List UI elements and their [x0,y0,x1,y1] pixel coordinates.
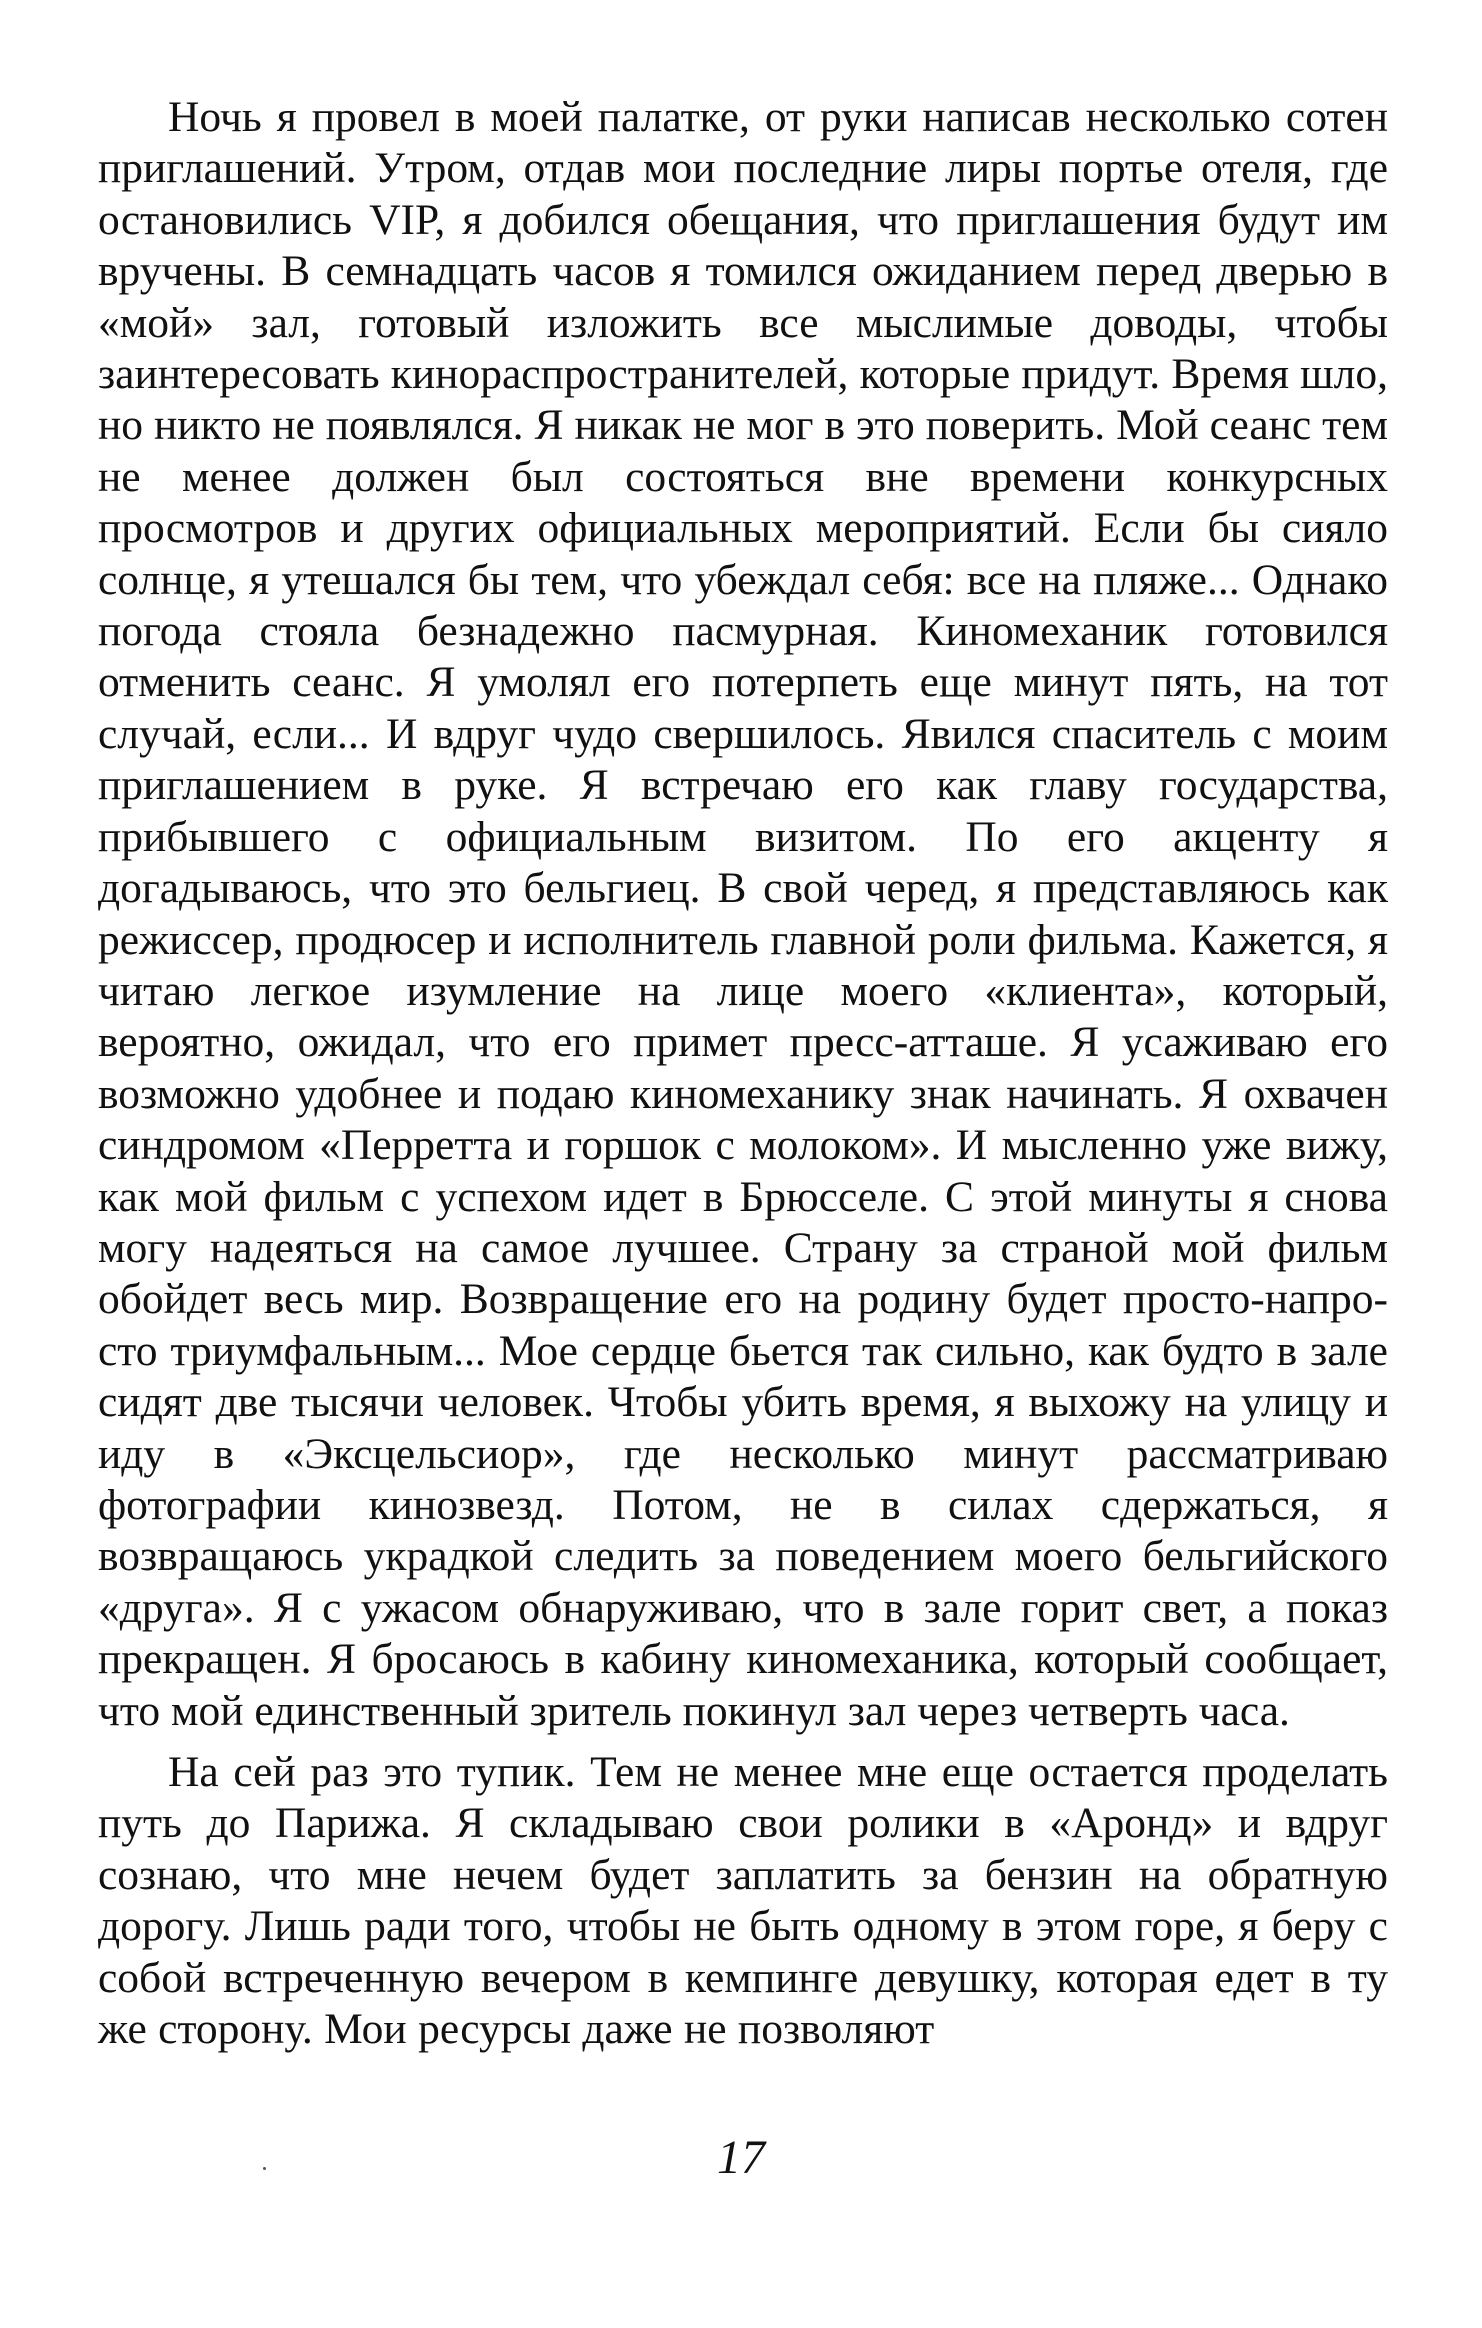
body-text [98,92,1388,2055]
page-number: 17 [717,2131,765,2184]
paragraph-1: Ночь я провел в моей палатке, от руки написав несколько сотен приглашений. Утром, отдав мои последние лиры портье отеля, где остановились VIP, я добился обещания, что приглашения будут им вручены. В семнадцать часов я томился ожиданием перед дверью в «мой» зал, готовый изложить все мыслимые доводы, чтобы заинтересовать кинораспространителей, которые придут. Время шло, но никто не появлялся. Я никак не мог в это поверить. Мой сеанс тем не менее должен был состояться вне времени конкурсных просмотров и других официальных мероприятий. Если бы сияло солнце, я утешался бы тем, что убеждал себя: все на пляже... Однако погода стояла безнадежно пасмурная. Киномеханик готовился отменить сеанс. Я умолял его потерпеть еще минут пять, на тот случай, если... И вдруг чудо свершилось. Явился спаситель с моим приглашением в руке. Я встречаю его как главу государства, прибывшего с официальным визитом. По его акценту я догадываюсь, что это бельгиец. В свой черед, я представляюсь как режиссер, продюсер и исполнитель главной роли фильма. Кажется, я читаю легкое изумление на лице моего «клиента», который, вероятно, ожидал, что его примет пресс-атташе. Я усаживаю его возможно удобнее и подаю киномеханику знак начинать. Я охвачен синдромом «Перретта и горшок с молоком». И мысленно уже вижу, как мой фильм с успехом идет в Брюсселе. С этой минуты я снова могу надеяться на самое лучшее. Страну за страной мой фильм обойдет весь мир. Возвращение его на родину будет просто-напросто триумфальным... Мое сердце бьется так сильно, как будто в зале сидят две тысячи человек. Чтобы убить время, я выхожу на улицу и иду в «Эксцельсиор», где несколько минут рассматриваю фотографии кинозвезд. Потом, не в силах сдержаться, я возвращаюсь украдкой следить за поведением моего бельгийского «друга». Я с ужасом обнаруживаю, что в зале горит свет, а показ прекращен. Я бросаюсь в кабину киномеханика, который сообщает, что мой единственный зритель покинул зал через четверть часа. [98,93,1388,1735]
paragraph-2: На сей раз это тупик. Тем не менее мне еще остается проделать путь до Парижа. Я складываю свои ролики в «Аронд» и вдруг сознаю, что мне нечем будет заплатить за бензин на обратную дорогу. Лишь ради того, чтобы не быть одному в этом горе, я беру с собой встреченную вечером в кемпинге девушку, которая едет в ту же сторону. Мои ресурсы даже не позволяют [98,1748,1388,2054]
